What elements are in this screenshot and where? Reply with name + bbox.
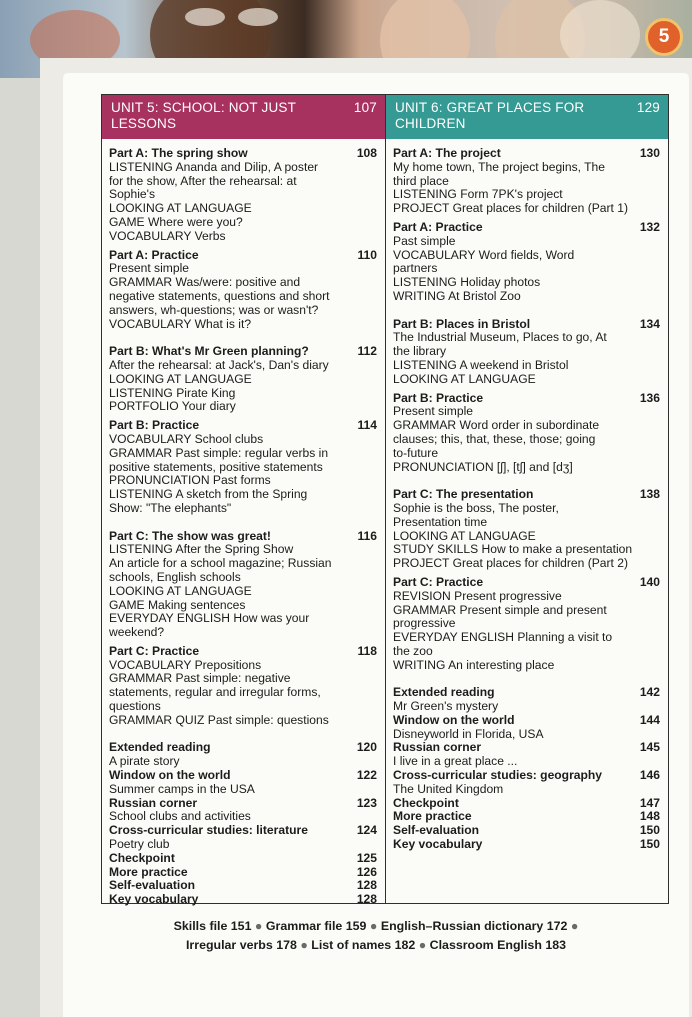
section-detail-line: STUDY SKILLS How to make a presentation [393, 542, 633, 557]
appendix-item: Classroom English 183 [429, 938, 567, 952]
section-detail-line: PORTFOLIO Your diary [109, 399, 236, 414]
section-entry [393, 838, 660, 852]
section-entry [393, 741, 660, 755]
section-entry [109, 147, 377, 161]
section-detail-line: Show: "The elephants" [109, 500, 232, 515]
section-detail-line: LISTENING A sketch from the Spring [109, 487, 308, 502]
section-detail-line: Past simple [393, 233, 456, 248]
section-detail-line: A pirate story [109, 754, 180, 769]
section-detail-line: questions [109, 699, 161, 714]
section-detail-line: LISTENING Pirate King [109, 385, 236, 400]
section-detail-line: EVERYDAY ENGLISH How was your [109, 611, 310, 626]
section-title: Part C: Practice [109, 643, 200, 658]
appendix-item: Skills file 151 [173, 919, 252, 933]
section-detail-line: Present simple [109, 261, 189, 276]
section-detail-line: Present simple [393, 404, 473, 419]
bullet-icon: ● [418, 938, 427, 952]
section-detail-line: Poetry club [109, 837, 170, 852]
unit-5-title: UNIT 5: SCHOOL: NOT JUST LESSONS [111, 100, 296, 131]
section-page: 124 [356, 823, 377, 838]
section-title: Key vocabulary [393, 837, 483, 852]
section-entry [109, 249, 377, 263]
bullet-icon: ● [254, 919, 263, 933]
section-detail-line: LISTENING Form 7PK's project [393, 187, 563, 202]
appendix-item: Irregular verbs 178 [185, 938, 297, 952]
section-page: 120 [356, 740, 377, 755]
section-entry [393, 686, 660, 700]
section-entry [393, 576, 660, 590]
section-entry [393, 488, 660, 502]
section-detail-line: GRAMMAR Word order in subordinate [393, 418, 600, 433]
section-page: 130 [639, 146, 660, 160]
unit-5-page: 107 [353, 100, 377, 115]
section-detail-line: WRITING At Bristol Zoo [393, 288, 521, 303]
section-entry [393, 221, 660, 235]
appendix-item: English–Russian dictionary 172 [380, 919, 568, 933]
section-entry [393, 147, 660, 161]
section-title: Key vocabulary [109, 892, 199, 907]
section-detail-line: School clubs and activities [109, 809, 251, 824]
section-detail-line: An article for a school magazine; Russian [109, 556, 332, 571]
section-title: Self-evaluation [393, 823, 480, 838]
section-detail-line: LOOKING AT LANGUAGE [109, 201, 252, 216]
section-detail-line: VOCABULARY Word fields, Word [393, 247, 575, 262]
section-title: Self-evaluation [109, 878, 196, 893]
section-title: Window on the world [393, 712, 515, 727]
section-entry [109, 645, 377, 659]
bullet-icon: ● [369, 919, 378, 933]
section-title: More practice [109, 864, 188, 879]
section-title: Part B: Practice [109, 418, 200, 433]
section-page: 128 [356, 892, 377, 907]
section-detail-line: answers, wh-questions; was or wasn't? [109, 302, 319, 317]
section-title: Part B: Practice [393, 390, 484, 405]
section-detail-line: LOOKING AT LANGUAGE [109, 583, 252, 598]
section-detail-line: GRAMMAR QUIZ Past simple: questions [109, 712, 329, 727]
section-detail-line: Summer camps in the USA [109, 781, 255, 796]
section-page: 123 [356, 795, 377, 810]
section-detail-line: My home town, The project begins, The [393, 159, 605, 174]
section-detail-line: The Industrial Museum, Places to go, At [393, 330, 607, 345]
section-detail-line: VOCABULARY Prepositions [109, 657, 262, 672]
unit-5-column [102, 95, 385, 907]
section-page: 108 [356, 146, 377, 160]
contents-card [63, 73, 689, 1017]
section-page: 145 [639, 740, 660, 755]
section-page: 116 [357, 528, 377, 543]
section-detail-line: for the show, After the rehearsal: at [109, 173, 297, 188]
appendix-list [63, 917, 689, 955]
section-entry [109, 797, 377, 811]
section-page: 136 [639, 390, 660, 405]
section-title: Part C: The show was great! [109, 528, 271, 543]
section-entry [109, 879, 377, 893]
section-detail-line: GRAMMAR Was/were: positive and [109, 275, 301, 290]
section-detail-line: LISTENING A weekend in Bristol [393, 357, 569, 372]
section-entry [393, 769, 660, 783]
section-title: Russian corner [393, 740, 482, 755]
section-detail-line: VOCABULARY School clubs [109, 431, 264, 446]
section-detail-line: weekend? [109, 625, 165, 640]
section-detail-line: Mr Green's mystery [393, 699, 499, 714]
section-page: 144 [639, 712, 660, 727]
section-entry [393, 824, 660, 838]
section-title: Extended reading [109, 740, 211, 755]
section-page: 112 [357, 344, 377, 359]
section-title: Part C: Practice [393, 574, 484, 589]
section-detail-line: EVERYDAY ENGLISH Planning a visit to [393, 630, 613, 645]
section-detail-line: After the rehearsal: at Jack's, Dan's diary [109, 357, 329, 372]
section-detail-line: progressive [393, 616, 456, 631]
unit-6-page: 129 [636, 100, 660, 115]
section-detail-line: to-future [393, 445, 439, 460]
section-title: Cross-curricular studies: geography [393, 768, 603, 783]
unit-5-sections [102, 139, 385, 907]
section-entry [109, 769, 377, 783]
section-entry [109, 419, 377, 433]
section-detail-line: PRONUNCIATION Past forms [109, 473, 271, 488]
section-detail-line: VOCABULARY What is it? [109, 316, 252, 331]
contents-table [101, 94, 669, 907]
section-entry [393, 318, 660, 332]
section-detail-line: GAME Making sentences [109, 597, 246, 612]
section-detail-line: PROJECT Great places for children (Part 1) [393, 201, 629, 216]
section-title: More practice [393, 809, 472, 824]
section-entry [109, 530, 377, 544]
section-detail-line: statements, regular and irregular forms, [109, 685, 321, 700]
section-detail-line: GRAMMAR Present simple and present [393, 602, 607, 617]
section-entry [109, 345, 377, 359]
section-title: Part A: Practice [109, 247, 199, 262]
section-title: Part A: The project [393, 146, 501, 160]
section-detail-line: LISTENING Holiday photos [393, 275, 541, 290]
section-page: 118 [357, 643, 377, 658]
section-title: Window on the world [109, 768, 231, 783]
section-detail-line: LOOKING AT LANGUAGE [393, 371, 536, 386]
appendix-item: Grammar file 159 [265, 919, 367, 933]
section-page: 122 [356, 768, 377, 783]
section-detail-line: LOOKING AT LANGUAGE [109, 371, 252, 386]
section-detail-line: PROJECT Great places for children (Part 2) [393, 556, 629, 571]
section-detail-line: LOOKING AT LANGUAGE [393, 528, 536, 543]
section-title: Part C: The presentation [393, 487, 534, 502]
section-page: 147 [639, 795, 660, 810]
section-page: 126 [356, 864, 377, 879]
section-title: Checkpoint [109, 850, 175, 865]
section-entry [109, 893, 377, 907]
section-detail-line: the library [393, 344, 447, 359]
section-detail-line: schools, English schools [109, 569, 241, 584]
section-entry [393, 810, 660, 824]
appendix-line-2 [63, 936, 689, 955]
section-title: Russian corner [109, 795, 198, 810]
section-entry [109, 824, 377, 838]
section-detail-line: VOCABULARY Verbs [109, 228, 226, 243]
unit-6-column [385, 95, 668, 903]
section-detail-line: LISTENING After the Spring Show [109, 542, 294, 557]
section-title: Part B: What's Mr Green planning? [109, 344, 309, 359]
section-page: 114 [357, 418, 377, 433]
section-page: 150 [639, 823, 660, 838]
section-detail-line: WRITING An interesting place [393, 657, 555, 672]
section-entry [109, 852, 377, 866]
section-page: 148 [639, 809, 660, 824]
section-detail-line: the zoo [393, 643, 433, 658]
section-detail-line: positive statements, positive statements [109, 459, 323, 474]
section-detail-line: LISTENING Ananda and Dilip, A poster [109, 159, 319, 174]
section-page: 132 [639, 219, 660, 234]
section-title: Part A: The spring show [109, 146, 248, 160]
section-page: 146 [639, 768, 660, 783]
appendix-line-1 [63, 917, 689, 936]
section-detail-line: Sophie's [109, 187, 156, 202]
section-detail-line: third place [393, 173, 449, 188]
section-page: 138 [639, 487, 660, 502]
section-entry [393, 392, 660, 406]
section-page: 125 [356, 850, 377, 865]
unit-5-header [102, 95, 385, 139]
section-detail-line: GRAMMAR Past simple: negative [109, 671, 291, 686]
section-detail-line: partners [393, 261, 438, 276]
section-detail-line: Presentation time [393, 514, 488, 529]
section-page: 110 [357, 247, 377, 262]
section-entry [109, 741, 377, 755]
section-page: 142 [639, 685, 660, 700]
section-detail-line: clauses; this, that, these, those; going [393, 431, 596, 446]
section-page: 150 [639, 837, 660, 852]
appendix-item: List of names 182 [311, 938, 416, 952]
section-detail-line: I live in a great place ... [393, 754, 518, 769]
section-title: Cross-curricular studies: literature [109, 823, 308, 838]
section-title: Extended reading [393, 685, 495, 700]
unit-6-title: UNIT 6: GREAT PLACES FOR CHILDREN [395, 100, 585, 131]
section-entry [393, 714, 660, 728]
section-title: Checkpoint [393, 795, 459, 810]
section-detail-line: GRAMMAR Past simple: regular verbs in [109, 445, 329, 460]
section-detail-line: Sophie is the boss, The poster, [393, 500, 559, 515]
section-detail-line: PRONUNCIATION [ʃ], [tʃ] and [dʒ] [393, 459, 573, 474]
section-entry [109, 866, 377, 880]
page-number-badge: 5 [645, 18, 683, 56]
section-detail-line: Disneyworld in Florida, USA [393, 726, 544, 741]
unit-6-header [386, 95, 668, 139]
section-detail-line: The United Kingdom [393, 781, 504, 796]
section-page: 134 [639, 316, 660, 331]
section-detail-line: negative statements, questions and short [109, 288, 330, 303]
section-title: Part A: Practice [393, 219, 483, 234]
section-title: Part B: Places in Bristol [393, 316, 531, 331]
section-detail-line: REVISION Present progressive [393, 588, 562, 603]
section-entry [393, 797, 660, 811]
section-page: 128 [356, 878, 377, 893]
bullet-icon: ● [300, 938, 308, 952]
unit-6-sections [386, 139, 668, 852]
bullet-icon: ● [570, 919, 579, 933]
section-page: 140 [639, 574, 660, 589]
section-detail-line: GAME Where were you? [109, 214, 243, 229]
